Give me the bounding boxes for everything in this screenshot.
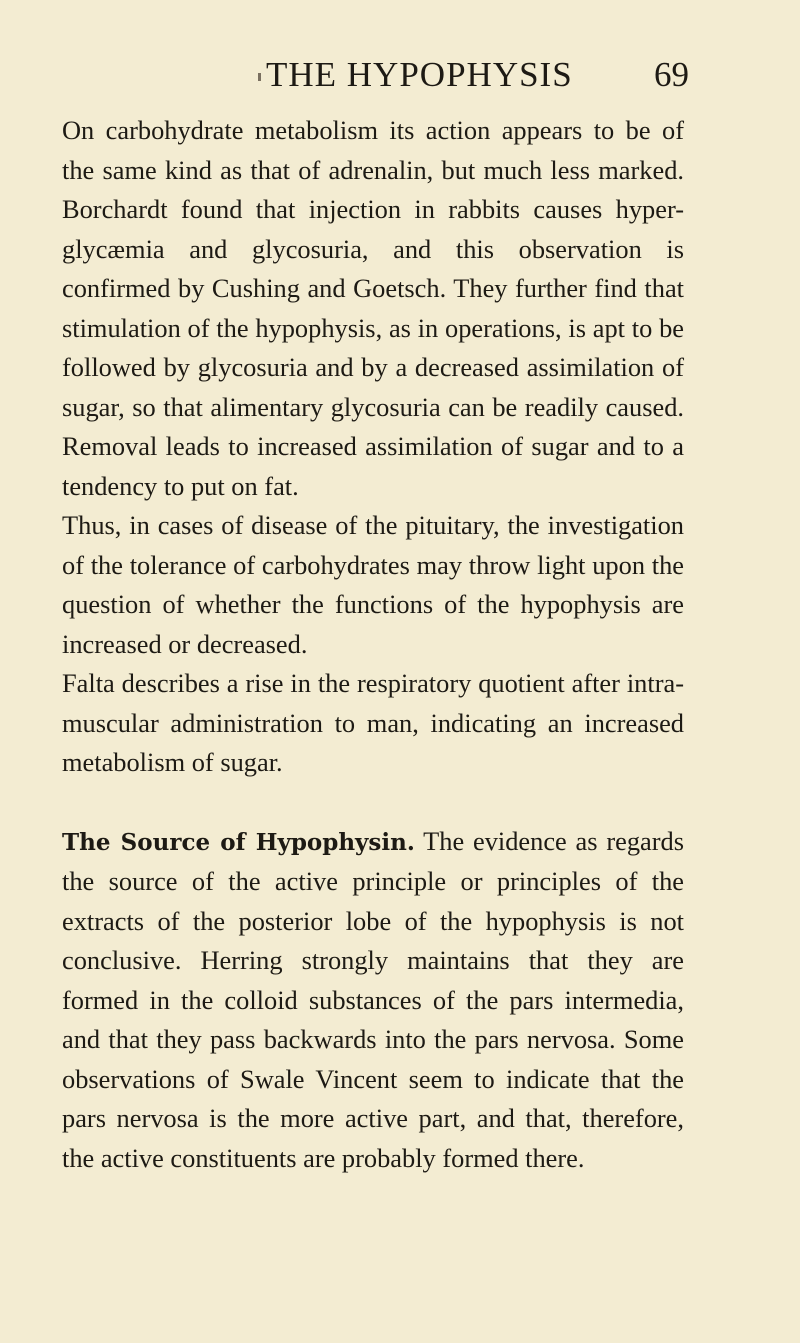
body-text xyxy=(62,111,684,1178)
section-gap xyxy=(62,783,684,822)
paragraph: The evidence as regards the source of the active principle or principles of the extracts of the posterior lobe of the hypophysis is not conclusive. Herring strongly maintains that they are formed in the colloid substances of the pars intermedia, and that they pass backwards into the pars nervosa. Some observations of Swale Vincent seem to indicate that the pars nervosa is the more active part, and that, therefore, the active constituents are probably formed there. xyxy=(62,825,684,1173)
paragraph: On carbohydrate metabolism its action appears to be of the same kind as that of adrenalin, but much less marked. Borchardt found that injection in rabbits causes hyper-glycæmia and glycosuria, and this observation is confirmed by Cushing and Goetsch. They further find that stimulation of the hypophysis, as in operations, is apt to be followed by glycosuria and by a decreased assimilation of sugar, so that alimentary glycosuria can be readily caused. Removal leads to increased assimilation of sugar and to a tendency to put on fat. xyxy=(62,115,684,501)
paragraph: Falta describes a rise in the respiratory quotient after intra-muscular administration to man, indicating an increased metabolism of sugar. xyxy=(62,668,684,777)
paragraph: Thus, in cases of disease of the pituitary, the investigation of the tolerance of carbohydrates may throw light upon the question of whether the functions of the hypophysis are increased or decreased. xyxy=(62,510,684,659)
section-paragraph xyxy=(62,822,684,1179)
page-number: 69 xyxy=(654,55,689,94)
section-heading: The Source of Hypophysin. xyxy=(62,828,415,856)
running-title: THE HYPOPHYSIS xyxy=(266,55,573,94)
running-head xyxy=(0,55,800,105)
printer-mark xyxy=(258,73,261,81)
